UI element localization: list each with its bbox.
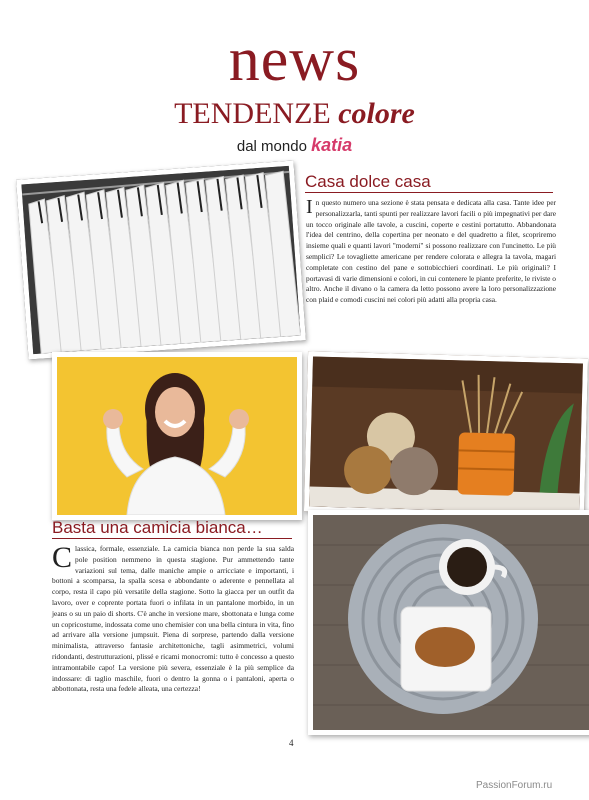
article-body-casa xyxy=(306,198,556,306)
section-subtitle xyxy=(0,98,589,130)
watermark: PassionForum.ru xyxy=(476,780,553,791)
article-text: lassica, formale, essenziale. La camicia bianca non perde la sua salda pole position nemmeno in questa stagione. Pur ammettendo tante variazioni sul tema, dalle maniche ampie o arricciate e importanti, i bottoni a scomparsa, la spalla scesa e abbondante o aderente e pennellata al corpo, resta il capo più versatile della stagione. Sotto la giacca per un outfit da lavoro, over e coprente portata fuori o infilata in un pantalone morbido, in un jeans o su un paio di shorts. C'è anche in versione mare, sbottonata e lunga come un copricostume, indossata come uno chemisier con una bella cintura in vita, fino ad arrivare alla versione jumpsuit. Piena di sorprese, partendo dalla versione minimalista, attraverso fantasie architettoniche, tagli asimmetrici, volumi ridondanti, destrutturazioni, plissé e ricami monocromi: tutto è concesso a questo intramontabile capo! La versione più severa, essenziale è la più semplice da indossare: di taglio maschile, fuori o dentro la gonna o i pantaloni, aperta o abbottonata, resta una fedele alleata, una certezza! xyxy=(52,544,294,694)
brand-logo: katia xyxy=(311,135,353,155)
tagline xyxy=(0,135,589,156)
article-body-camicia xyxy=(52,541,294,695)
woman-illustration xyxy=(57,357,297,515)
placemat-illustration xyxy=(313,515,589,730)
yarn-illustration xyxy=(309,356,583,513)
yarn-balls-photo xyxy=(304,351,588,518)
subtitle-main: TENDENZE xyxy=(174,97,331,130)
article-title-casa: Casa dolce casa xyxy=(305,172,431,191)
article-title-camicia: Basta una camicia bianca… xyxy=(52,518,263,537)
crochet-placemat-photo xyxy=(308,510,589,735)
dropcap: C xyxy=(52,541,73,574)
title-rule xyxy=(52,538,292,539)
tagline-text: dal mondo xyxy=(236,138,307,155)
article-text: n questo numero una sezione è stata pensata e dedicata alla casa. Tante idee per personalizzarla, tanti spunti per realizzare lavori facili o più impegnativi per dare un tocco originale alle tavole, a cuscini, coperte e cestini portatutto. Abbandonata l'idea del centrino, della copertina per neonato e del quadretto a filet, scopriremo insieme quali e quanti lavori "moderni" si possono realizzare con l'uncinetto. Le più semplici? Le tovagliette americane per rendere colorata e allegra la tavola, magari completate con cestino del pane e sottobicchieri coordinati. Le più originali? I portavasi di varie dimensioni e colori, in cui contenere le piante preferite, le riviste o altro. Anche il divano o la camera da letto possono avere la loro personalizzazione con plaid e comodi cuscini nei colori più adatti alla propria casa. xyxy=(306,198,556,305)
title-rule xyxy=(305,192,553,193)
page-number: 4 xyxy=(289,738,294,748)
magazine-title: news xyxy=(228,26,361,94)
woman-white-shirt-photo xyxy=(52,352,302,520)
dropcap: I xyxy=(306,196,313,218)
shirts-rack-photo xyxy=(16,161,306,360)
shirts-illustration xyxy=(21,166,300,354)
subtitle-accent: colore xyxy=(338,97,415,130)
